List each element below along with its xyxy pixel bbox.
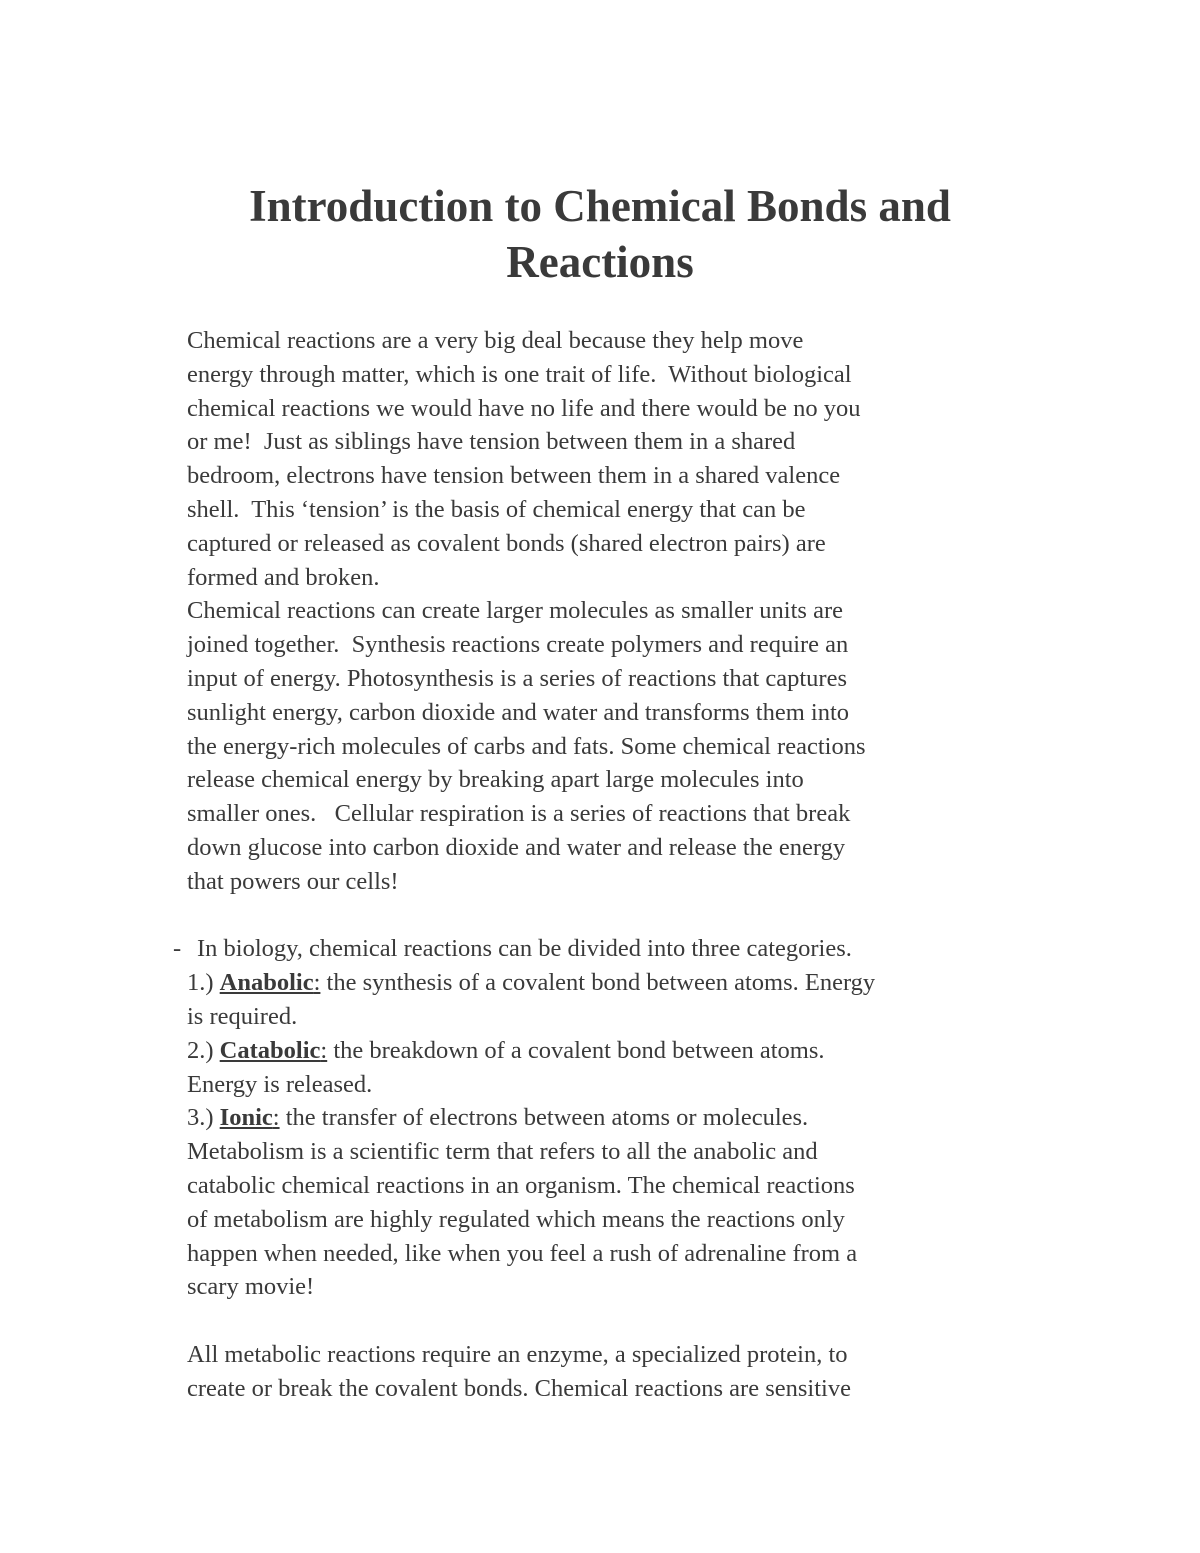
bullet-text: In biology, chemical reactions can be divided into three categories. <box>197 935 852 963</box>
category-term: Ionic <box>219 1104 273 1132</box>
text-line: All metabolic reactions require an enzyme, a specialized protein, to <box>187 1340 848 1368</box>
category-description: the transfer of electrons between atoms or molecules. <box>279 1104 809 1132</box>
intro-paragraph <box>187 324 1037 594</box>
text-line: energy through matter, which is one trait of life. Without biological <box>187 360 852 388</box>
bullet-item <box>173 932 1037 966</box>
text-line: create or break the covalent bonds. Chemical reactions are sensitive <box>187 1374 851 1402</box>
category-colon: : <box>272 1104 280 1132</box>
text-line: joined together. Synthesis reactions create polymers and require an <box>187 631 849 659</box>
text-line: Chemical reactions can create larger molecules as smaller units are <box>187 597 843 625</box>
category-description-continued: Energy is released. <box>187 1070 373 1098</box>
text-line: that powers our cells! <box>187 867 399 895</box>
text-line: of metabolism are highly regulated which means the reactions only <box>187 1205 845 1233</box>
reactions-paragraph <box>187 594 1037 898</box>
category-number: 3.) <box>187 1104 220 1132</box>
text-line: captured or released as covalent bonds (shared electron pairs) are <box>187 529 826 557</box>
document-title <box>150 178 1050 290</box>
category-description: the breakdown of a covalent bond between atoms. <box>327 1036 825 1064</box>
text-line: input of energy. Photosynthesis is a series of reactions that captures <box>187 664 847 692</box>
category-list <box>187 966 1037 1135</box>
category-number: 1.) <box>187 969 220 997</box>
text-line: catabolic chemical reactions in an organism. The chemical reactions <box>187 1171 855 1199</box>
category-ionic <box>187 1101 1037 1135</box>
text-line: Metabolism is a scientific term that refers to all the anabolic and <box>187 1138 818 1166</box>
category-term: Catabolic <box>219 1036 321 1064</box>
title-line-2: Reactions <box>506 237 694 287</box>
text-line: down glucose into carbon dioxide and water and release the energy <box>187 833 846 861</box>
category-term: Anabolic <box>219 969 314 997</box>
category-anabolic <box>187 966 1037 1000</box>
text-line: smaller ones. Cellular respiration is a series of reactions that break <box>187 800 851 828</box>
text-line: sunlight energy, carbon dioxide and water and transforms them into <box>187 698 850 726</box>
bullet-dash: - <box>173 935 182 963</box>
text-line: bedroom, electrons have tension between them in a shared valence <box>187 462 841 490</box>
text-line: happen when needed, like when you feel a rush of adrenaline from a <box>187 1239 858 1267</box>
metabolism-paragraph <box>187 1135 1037 1304</box>
category-description-continued: is required. <box>187 1002 298 1030</box>
text-line: shell. This ‘tension’ is the basis of chemical energy that can be <box>187 495 806 523</box>
title-line-1: Introduction to Chemical Bonds and <box>249 181 951 231</box>
blank-line <box>187 899 1037 933</box>
category-colon: : <box>320 1036 328 1064</box>
text-line: the energy-rich molecules of carbs and fats. Some chemical reactions <box>187 732 866 760</box>
category-colon: : <box>313 969 321 997</box>
text-line: or me! Just as siblings have tension between them in a shared <box>187 428 796 456</box>
category-catabolic <box>187 1034 1037 1068</box>
text-line: formed and broken. <box>187 563 380 591</box>
category-number: 2.) <box>187 1036 220 1064</box>
blank-line <box>187 1304 1037 1338</box>
document-body <box>173 324 1037 1406</box>
text-line: scary movie! <box>187 1273 315 1301</box>
text-line: Chemical reactions are a very big deal because they help move <box>187 327 804 354</box>
text-line: chemical reactions we would have no life and there would be no you <box>187 394 861 422</box>
category-description: the synthesis of a covalent bond between atoms. Energy <box>320 969 876 997</box>
enzyme-paragraph <box>187 1338 1037 1406</box>
text-line: release chemical energy by breaking apart large molecules into <box>187 766 804 794</box>
